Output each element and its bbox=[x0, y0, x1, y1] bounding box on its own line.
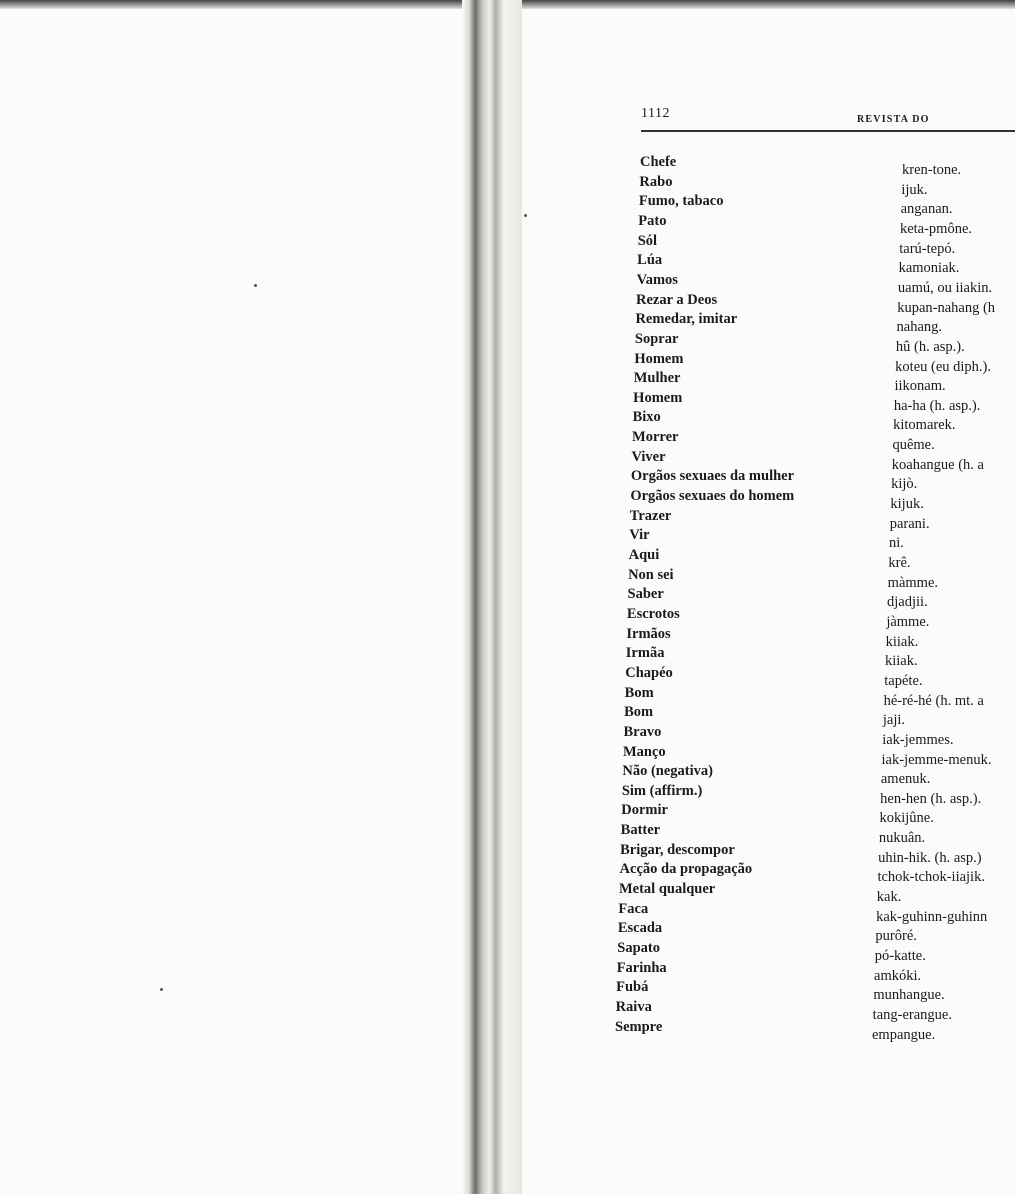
entry-term: Raiva bbox=[615, 998, 652, 1015]
entry-translation: parani. bbox=[889, 515, 930, 532]
entry-term: Saber bbox=[627, 586, 664, 603]
entry-term: Brigar, descompor bbox=[620, 841, 735, 858]
entry-term: Batter bbox=[620, 822, 661, 839]
entry-translation: iikonam. bbox=[894, 378, 946, 395]
entry-translation: nukuân. bbox=[878, 830, 926, 847]
entry-translation: ni. bbox=[889, 535, 904, 552]
entry-translation: hé-ré-hé (h. mt. a bbox=[883, 692, 984, 709]
entry-term: Fumo, tabaco bbox=[638, 193, 724, 210]
entry-term: Remedar, imitar bbox=[635, 311, 738, 328]
paper-speck bbox=[524, 214, 527, 217]
entry-term: Fubá bbox=[616, 979, 649, 996]
entry-translation: anganan. bbox=[900, 201, 953, 218]
entry-term: Bom bbox=[624, 704, 654, 721]
entry-translation: amenuk. bbox=[880, 771, 931, 788]
entry-term: Orgãos sexuaes da mulher bbox=[630, 468, 795, 485]
entry-translation: iak-jemmes. bbox=[882, 731, 954, 748]
entry-term: Homem bbox=[634, 350, 684, 367]
entry-term: Escada bbox=[617, 920, 663, 937]
entry-term: Sól bbox=[637, 232, 658, 249]
entry-translation: kiiak. bbox=[885, 633, 919, 650]
entry-translation: kak. bbox=[876, 889, 902, 906]
page-number: 1112 bbox=[641, 106, 670, 121]
entry-term: Irmãos bbox=[626, 625, 671, 642]
entry-translation: hû (h. asp.). bbox=[895, 338, 965, 355]
entry-term: Vamos bbox=[636, 271, 678, 288]
entry-translation: uhin-hik. (h. asp.) bbox=[878, 849, 982, 866]
entry-term: Não (negativa) bbox=[622, 763, 713, 780]
entry-translation: kak-guhinn-guhinn bbox=[876, 908, 988, 925]
book-spine bbox=[462, 0, 522, 1194]
entry-translation: màmme. bbox=[887, 574, 939, 591]
entry-translation: pó-katte. bbox=[874, 948, 926, 964]
entry-translation: purôré. bbox=[875, 928, 917, 945]
entry-term: Non sei bbox=[628, 566, 674, 583]
entry-term: Faca bbox=[618, 900, 649, 917]
entry-term: Aqui bbox=[628, 547, 660, 563]
entry-term: Manço bbox=[622, 743, 666, 760]
entry-translation: tchok-tchok-iiajik. bbox=[877, 869, 985, 886]
entry-term: Homem bbox=[633, 389, 683, 406]
entry-term: Bom bbox=[624, 684, 654, 701]
entry-translation: munhangue. bbox=[873, 987, 945, 1004]
entry-term: Pato bbox=[638, 212, 667, 229]
entry-translation: krê. bbox=[888, 555, 911, 571]
entry-term: Mulher bbox=[633, 370, 681, 387]
entry-translation: koahangue (h. a bbox=[891, 456, 984, 473]
entry-term: Morrer bbox=[632, 429, 679, 446]
entry-translation: kiiak. bbox=[884, 653, 918, 670]
entry-term: Vir bbox=[629, 527, 650, 544]
entry-translation: nahang. bbox=[896, 319, 943, 336]
entry-translation: kitomarek. bbox=[893, 417, 956, 434]
entry-term: Orgãos sexuaes do homem bbox=[630, 488, 795, 505]
header-rule bbox=[641, 130, 1015, 132]
entry-term: Viver bbox=[631, 448, 666, 465]
entry-term: Rabo bbox=[639, 173, 673, 190]
entry-translation: quême. bbox=[892, 437, 935, 454]
entry-translation: tapéte. bbox=[884, 672, 923, 689]
entry-translation: kijò. bbox=[891, 476, 918, 493]
entry-translation: amkóki. bbox=[874, 967, 922, 984]
entry-translation: iak-jemme-menuk. bbox=[881, 751, 992, 768]
entry-term: Sempre bbox=[615, 1018, 663, 1035]
entry-translation: kupan-nahang (h bbox=[897, 299, 996, 316]
entry-translation: kamoniak. bbox=[898, 260, 960, 277]
entry-term: Trazer bbox=[629, 507, 672, 524]
entry-term: Rezar a Deos bbox=[636, 291, 718, 308]
entry-translation: jàmme. bbox=[886, 613, 930, 630]
entry-translation: jaji. bbox=[882, 712, 906, 729]
entry-translation: kren-tone. bbox=[902, 162, 962, 178]
entry-term: Dormir bbox=[621, 802, 668, 819]
entry-translation: kokijûne. bbox=[879, 810, 934, 827]
entry-term: Bravo bbox=[623, 723, 662, 740]
entry-translation: koteu (eu diph.). bbox=[895, 358, 992, 375]
entry-term: Soprar bbox=[634, 330, 679, 347]
entry-translation: ijuk. bbox=[901, 181, 928, 198]
entry-term: Sim (affirm.) bbox=[621, 782, 703, 799]
running-head: REVISTA DO bbox=[857, 114, 930, 125]
entry-translation: djadjii. bbox=[887, 594, 928, 611]
entry-term: Chapéo bbox=[625, 664, 673, 681]
entry-term: Bixo bbox=[632, 409, 661, 426]
paper-speck bbox=[254, 284, 257, 287]
entry-translation: tang-erangue. bbox=[872, 1006, 952, 1023]
entry-translation: tarú-tepó. bbox=[899, 240, 956, 257]
entry-term: Irmãa bbox=[625, 645, 665, 662]
paper-speck bbox=[160, 988, 163, 991]
entry-term: Chefe bbox=[640, 154, 677, 170]
entry-translation: ha-ha (h. asp.). bbox=[893, 397, 981, 414]
entry-translation: hen-hen (h. asp.). bbox=[880, 790, 982, 807]
entry-term: Metal qualquer bbox=[618, 881, 716, 898]
entry-translation: kijuk. bbox=[890, 496, 924, 513]
entry-term: Escrotos bbox=[626, 605, 680, 622]
entry-term: Acção da propagação bbox=[619, 861, 753, 878]
page-header bbox=[641, 106, 1015, 130]
entry-term: Farinha bbox=[616, 959, 667, 976]
entry-translation: uamú, ou iiakin. bbox=[897, 279, 993, 296]
entry-translation: empangue. bbox=[872, 1026, 936, 1043]
entry-term: Lúa bbox=[637, 252, 663, 269]
entry-term: Sapato bbox=[617, 940, 660, 956]
entry-translation: keta-pmône. bbox=[899, 220, 973, 237]
